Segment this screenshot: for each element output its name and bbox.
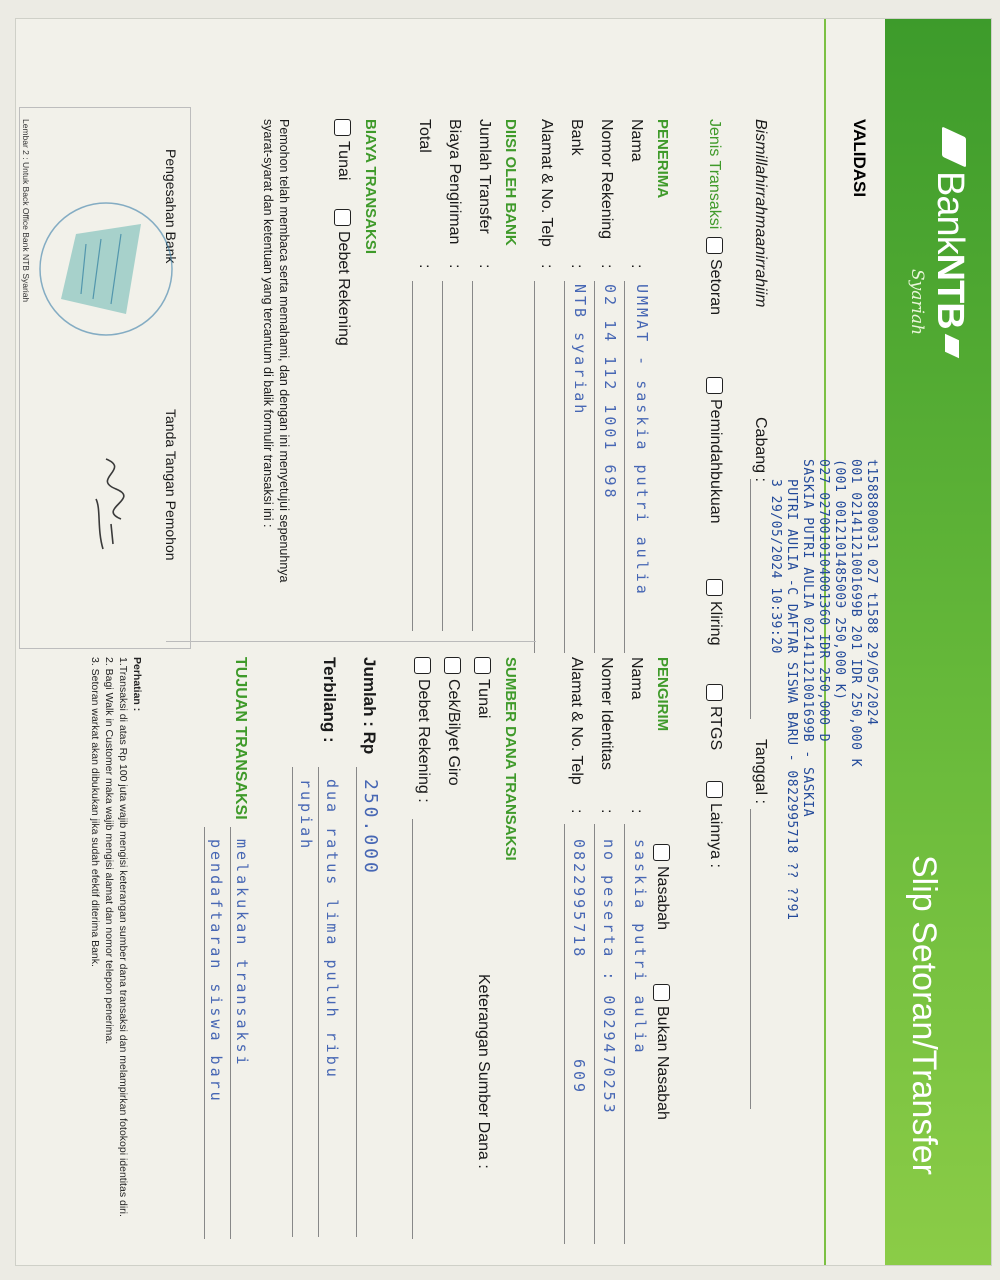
perhatian-title: Perhatian : — [131, 657, 143, 712]
pengirim-identitas-value: no peserta : 0029470253 — [600, 839, 618, 1116]
tujuan-value2: pendaftaran siswa baru — [207, 839, 225, 1104]
penerima-bank-value: NTB syariah — [571, 284, 589, 417]
bank-logo: BankNTB — [929, 171, 971, 329]
option-setoran: Setoran — [707, 259, 724, 316]
biaya-pengiriman-label: Biaya Pengiriman — [446, 119, 463, 245]
bank-seal-stamp-icon — [31, 184, 181, 354]
penerima-bank-line — [564, 281, 565, 653]
keterangan-sumber-label: Keterangan Sumber Dana : — [475, 974, 492, 1169]
validation-line: 027 0270010104001360 IDR 250,000 D — [816, 459, 831, 743]
colon: : — [598, 264, 615, 269]
checkbox-nasabah[interactable] — [653, 844, 670, 861]
sumber-tunai-label: Tunai — [475, 679, 492, 719]
tanggal-label: Tanggal : — [752, 739, 769, 804]
perhatian-item: 3. Setoran warkat akan dibukukan jika sudah efektif diterima Bank. — [89, 657, 101, 967]
tujuan-line — [230, 827, 231, 1239]
penerima-norek-label: Nomor Rekening — [598, 119, 615, 240]
checkbox-sumber-cek[interactable] — [444, 657, 461, 674]
checkbox-kliring[interactable] — [706, 579, 723, 596]
validation-line: 001 02141121001699B 201 IDR 250,000 K — [848, 459, 863, 768]
penerima-title: PENERIMA — [654, 119, 671, 199]
checkbox-setoran[interactable] — [706, 237, 723, 254]
terbilang-line2 — [292, 767, 293, 1237]
pengirim-alamat-value: 0822995718 — [570, 839, 588, 960]
terbilang-value2: rupiah — [297, 779, 315, 852]
validation-line: SASKIA PUTRI AULIA 02141121001699B - SASKIA — [800, 459, 815, 818]
jumlah-value: 250.000 — [360, 779, 381, 876]
colon: : — [446, 264, 463, 269]
terbilang-label: Terbilang : — [320, 657, 339, 743]
pengirim-identitas-label: Nomer Identitas — [598, 657, 615, 770]
applicant-signature-icon — [81, 449, 141, 569]
terbilang-line — [318, 767, 319, 1237]
tujuan-label: TUJUAN TRANSAKSI — [232, 657, 249, 820]
header-banner — [885, 19, 991, 1265]
sumber-debet-label: Debet Rekening : — [415, 679, 432, 803]
pengesahan-label: Pengesahan Bank — [163, 149, 179, 264]
validasi-label: VALIDASI — [850, 119, 869, 198]
nasabah-label: Nasabah — [654, 866, 671, 931]
colon: : — [416, 264, 433, 269]
penerima-alamat-label: Alamat & No. Telp — [538, 119, 555, 247]
pengirim-title: PENGIRIM — [654, 657, 671, 732]
penerima-alamat-line — [534, 281, 535, 653]
checkbox-biaya-debet[interactable] — [334, 209, 351, 226]
logo-dot-icon — [945, 334, 959, 359]
colon: : — [598, 809, 615, 814]
pengirim-nama-value: saskia putri aulia — [631, 839, 649, 1056]
pengirim-alamat-label: Alamat & No. Telp — [568, 657, 585, 785]
jumlah-label: Jumlah : Rp — [360, 657, 379, 755]
tujuan-line2 — [204, 827, 205, 1239]
tanggal-line — [750, 809, 751, 1109]
jumlah-line — [356, 767, 357, 1237]
penerima-norek-line — [594, 281, 595, 653]
tujuan-value: melakukan transaksi — [233, 839, 251, 1068]
colon: : — [476, 264, 493, 269]
biaya-tunai-label: Tunai — [335, 141, 352, 181]
sumber-cek-label: Cek/Bilyet Giro — [445, 679, 462, 786]
validation-line: (001 001210148500Э 250,000 K) — [832, 459, 847, 701]
colon: : — [568, 264, 585, 269]
bismillah: Bismillahirrahmaanirrahiim — [752, 119, 769, 308]
penerima-bank-label: Bank — [568, 119, 585, 156]
colon: : — [538, 264, 555, 269]
biaya-debet-label: Debet Rekening — [335, 231, 352, 346]
total-label: Total — [416, 119, 433, 153]
checkbox-sumber-tunai[interactable] — [474, 657, 491, 674]
checkbox-bukan-nasabah[interactable] — [653, 984, 670, 1001]
bank-logo-mark-icon — [942, 126, 966, 167]
column-divider — [166, 641, 536, 642]
slip-title: Slip Setoran/Transfer — [905, 855, 943, 1175]
pernyataan-line: Pemohon telah membaca serta memahami, dan dengan ini menyetujui sepenuhnya — [277, 119, 291, 583]
pernyataan-line: syarat-syarat dan ketentuan yang tercantum di balik formulir transaksi ini : — [261, 119, 275, 528]
option-rtgs: RTGS — [707, 706, 724, 751]
diisi-bank-title: DIISI OLEH BANK — [502, 119, 519, 246]
terbilang-value: dua ratus lima puluh ribu — [323, 779, 341, 1080]
perhatian-item: 1.Transaksi di atas Rp 100 juta wajib mengisi keterangan sumber dana transaksi dan melampirkan fotokopi identitas diri. — [117, 657, 129, 1217]
lembar-note: Lembar 2 : Untuk Back Office Bank NTB Syariah — [21, 119, 31, 303]
biaya-transaksi-title: BIAYA TRANSAKSI — [362, 119, 379, 255]
biaya-pengiriman-line — [442, 281, 443, 631]
pengirim-identitas-line — [594, 824, 595, 1244]
validation-line: 3 29/05/2024 10:39:20 — [768, 479, 783, 654]
pengirim-alamat-value2: 609 — [570, 1059, 588, 1096]
pengirim-alamat-line — [564, 824, 565, 1244]
jenis-transaksi-label: Jenis Transaksi — [706, 119, 723, 230]
penerima-norek-value: 02 14 112 1001 698 — [601, 284, 619, 501]
option-kliring: Kliring — [707, 601, 724, 646]
cabang-line — [750, 479, 751, 719]
sumber-dana-title: SUMBER DANA TRANSAKSI — [502, 657, 519, 861]
checkbox-pemindahbukuan[interactable] — [706, 377, 723, 394]
penerima-nama-value: UMMAT - saskia putri aulia — [633, 284, 651, 597]
option-lainnya: Lainnya : — [707, 803, 724, 868]
checkbox-biaya-tunai[interactable] — [334, 119, 351, 136]
pengirim-nama-label: Nama — [628, 657, 645, 700]
total-line — [412, 281, 413, 631]
validation-line: t1588800031 027 t1588 29/05/2024 — [864, 459, 879, 726]
jumlah-transfer-line — [472, 281, 473, 631]
colon: : — [628, 809, 645, 814]
cabang-label: Cabang : — [752, 417, 769, 482]
colon: : — [568, 809, 585, 814]
jumlah-transfer-label: Jumlah Transfer — [476, 119, 493, 234]
checkbox-lainnya[interactable] — [706, 781, 723, 798]
checkbox-rtgs[interactable] — [706, 684, 723, 701]
checkbox-sumber-debet[interactable] — [414, 657, 431, 674]
pengirim-nama-line — [624, 824, 625, 1244]
option-pemindahbukuan: Pemindahbukuan — [707, 399, 724, 524]
perhatian-item: 2. Bagi Walk in Customer maka wajib mengisi alamat dan nomor telepon penerima. — [103, 657, 115, 1045]
slip-paper — [15, 18, 992, 1266]
colon: : — [628, 264, 645, 269]
bank-logo-sub: Syariah — [907, 269, 927, 336]
tanda-tangan-label: Tanda Tangan Pemohon — [163, 409, 179, 561]
penerima-nama-label: Nama — [628, 119, 645, 162]
bukan-nasabah-label: Bukan Nasabah — [654, 1006, 671, 1120]
sumber-debet-line — [412, 819, 413, 1239]
penerima-nama-line — [624, 281, 625, 653]
validation-line: PUTRI AULIA -C DAFTAR SISWA BARU - 0822995718 ?? ??91 — [784, 479, 799, 921]
